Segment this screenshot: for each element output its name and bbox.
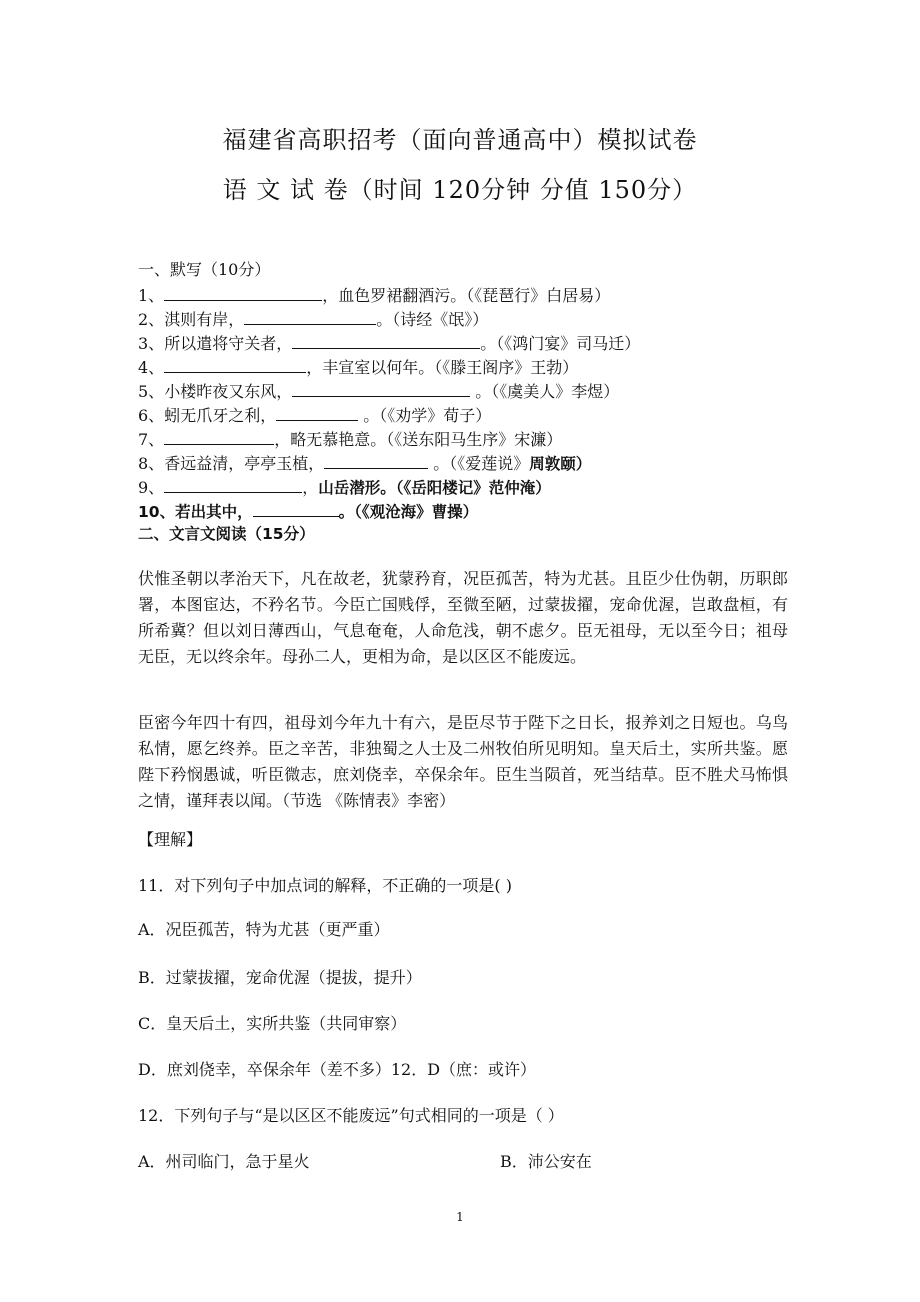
passage-paragraph-1: 伏惟圣朝以孝治天下，凡在故老，犹蒙矜育，况臣孤苦，特为尤甚。且臣少仕伪朝，历职郎署，本图宦达，不矜名节。今臣亡国贱俘，至微至陋，过蒙拔擢，宠命优渥，岂敢盘桓，有所希冀？但以刘日薄西山，气息奄奄，人命危浅，朝不虑夕。臣无祖母，无以至今日；祖母无臣，无以终余年。母孙二人，更相为命，是以区区不能废远。 xyxy=(138,569,788,666)
answer-blank[interactable] xyxy=(292,378,470,397)
fill-item-1: 1、 ，血色罗裙翻酒污。（《琵琶行》白居易） xyxy=(138,282,610,308)
section2-heading: 二、文言文阅读（15分） xyxy=(138,525,315,543)
question-11: 11．对下列句子中加点词的解释，不正确的一项是( ) xyxy=(138,876,512,895)
exam-subtitle: 语 文 试 卷（时间 120分钟 分值 150分） xyxy=(222,176,698,204)
section1-heading: 一、默写（10分） xyxy=(138,260,271,279)
passage-paragraph-2: 臣密今年四十有四，祖母刘今年九十有六，是臣尽节于陛下之日长，报养刘之日短也。乌鸟私情，愿乞终养。臣之辛苦，非独蜀之人士及二州牧伯所见明知。皇天后土，实所共鉴。愿陛下矜悯愚诚，听臣微志，庶刘侥幸，卒保余年。臣生当陨首，死当结草。臣不胜犬马怖惧之情，谨拜表以闻。（节选 《陈情表》李密） xyxy=(138,713,788,810)
fill-item-8: 8、香远益清，亭亭玉植， 。（《爱莲说》周敦颐） xyxy=(138,450,591,476)
q11-option-a[interactable]: A．况臣孤苦，特为尤甚（更严重） xyxy=(138,920,390,939)
question-12: 12．下列句子与“是以区区不能废远”句式相同的一项是（ ） xyxy=(138,1106,564,1125)
answer-blank[interactable] xyxy=(164,426,274,445)
fill-item-9: 9、 ，山岳潜形。（《岳阳楼记》范仲淹） xyxy=(138,474,551,500)
fill-item-7: 7、 ，略无慕艳意。（《送东阳马生序》宋濂） xyxy=(138,426,562,452)
fill-item-4: 4、 ，丰宣室以何年。（《滕王阁序》王勃） xyxy=(138,354,578,380)
q11-option-d[interactable]: D．庶刘侥幸，卒保余年（差不多）12．D（庶：或许） xyxy=(138,1060,537,1079)
answer-blank[interactable] xyxy=(164,282,322,301)
q12-option-a[interactable]: A．州司临门，急于星火 xyxy=(138,1152,310,1171)
fill-item-10: 10、若出其中， 。（《观沧海》曹操） xyxy=(138,498,478,524)
q12-option-b[interactable]: B．沛公安在 xyxy=(500,1152,592,1171)
answer-blank[interactable] xyxy=(324,450,428,469)
answer-blank[interactable] xyxy=(292,330,480,349)
answer-blank[interactable] xyxy=(164,354,306,373)
q11-option-c[interactable]: C．皇天后土，实所共鉴（共同审察） xyxy=(138,1014,407,1033)
q11-option-b[interactable]: B．过蒙拔擢，宠命优渥（提拔，提升） xyxy=(138,968,422,987)
understand-label: 【理解】 xyxy=(138,830,203,849)
answer-blank[interactable] xyxy=(244,306,376,325)
fill-item-6: 6、蚓无爪牙之利， 。（《劝学》荀子） xyxy=(138,402,491,428)
fill-item-2: 2、淇则有岸， 。（诗经《氓》） xyxy=(138,306,488,332)
answer-blank[interactable] xyxy=(253,498,339,517)
fill-item-5: 5、小楼昨夜又东风， 。（《虞美人》李煜） xyxy=(138,378,619,404)
answer-blank[interactable] xyxy=(164,474,302,493)
fill-item-3: 3、所以遣将守关者， 。（《鸿门宴》司马迁） xyxy=(138,330,640,356)
answer-blank[interactable] xyxy=(276,402,358,421)
page-number: 1 xyxy=(456,1210,464,1224)
exam-title: 福建省高职招考（面向普通高中）模拟试卷 xyxy=(222,126,698,154)
